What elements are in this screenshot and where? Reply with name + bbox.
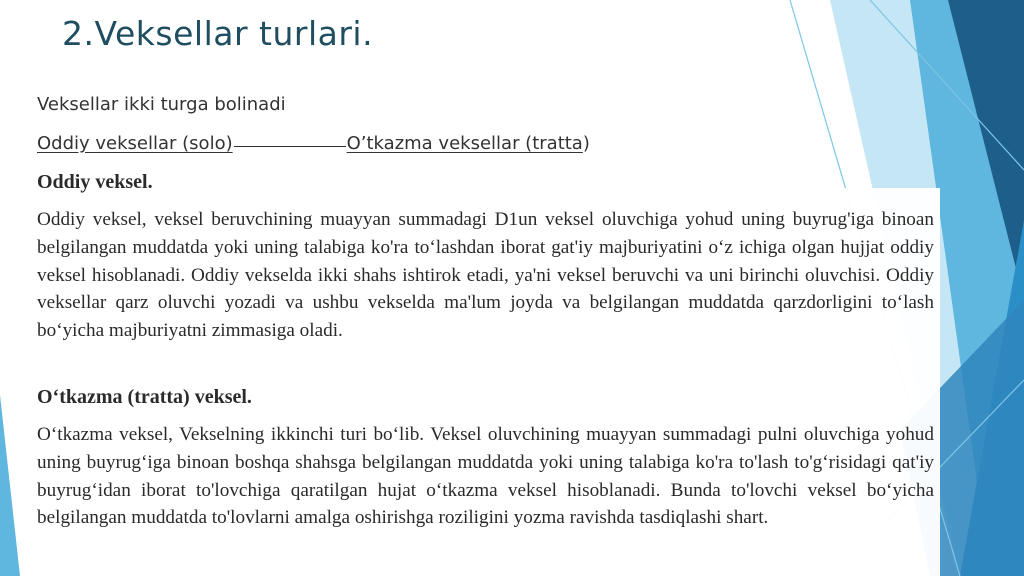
types-underline-spacer xyxy=(234,145,346,147)
section1-heading: Oddiy veksel. xyxy=(37,171,153,193)
types-line xyxy=(37,133,590,154)
section2-body: O‘tkazma veksel, Vekselning ikkinchi turi bo‘lib. Veksel oluvchining muayyan summadagi pulni oluvchiga yohud uning buyrug‘iga binoan boshqa shahsga belgilangan muddatda yoki uning talabiga ko'ra to'lash to'g‘risidagi qat'iy buyrug‘idan iborat to'lovchiga qaratilgan hujat o‘tkazma veksel hisoblanadi. Bunda to'lovchi veksel bo‘yicha belgilangan muddatda to'lovlarni amalga oshirishga roziligini yozma ravishda tasdiqlashi shart. xyxy=(37,424,934,529)
slide-title: 2.Veksellar turlari. xyxy=(62,14,374,53)
intro-line: Veksellar ikki turga bolinadi xyxy=(37,94,286,115)
type-transfer-close: ) xyxy=(582,133,590,154)
section1-body: Oddiy veksel, veksel beruvchining muayyan summadagi D1un veksel oluvchiga yohud uning buyrug'iga binoan belgilangan muddatda yoki uning talabiga ko'ra to‘lashdan iborat gat'iy majburiyatini o‘z ichiga olgan hujjat oddiy veksel hisoblanadi. Oddiy vekselda ikki shahs ishtirok etadi, ya'ni veksel beruvchi va uni birinchi oluvchisi. Oddiy veksellar qarz oluvchi yozadi va ushbu vekselda ma'lum joyda va belgilangan muddatda qarzdorligini to‘lash bo‘yicha majburiyatni zimmasiga oladi. xyxy=(37,209,934,342)
left-edge-accent xyxy=(0,395,20,576)
type-transfer: O’tkazma veksellar (tratta xyxy=(346,133,583,154)
section2-heading: O‘tkazma (tratta) veksel. xyxy=(37,386,252,408)
type-simple: Oddiy veksellar (solo) xyxy=(37,133,233,154)
